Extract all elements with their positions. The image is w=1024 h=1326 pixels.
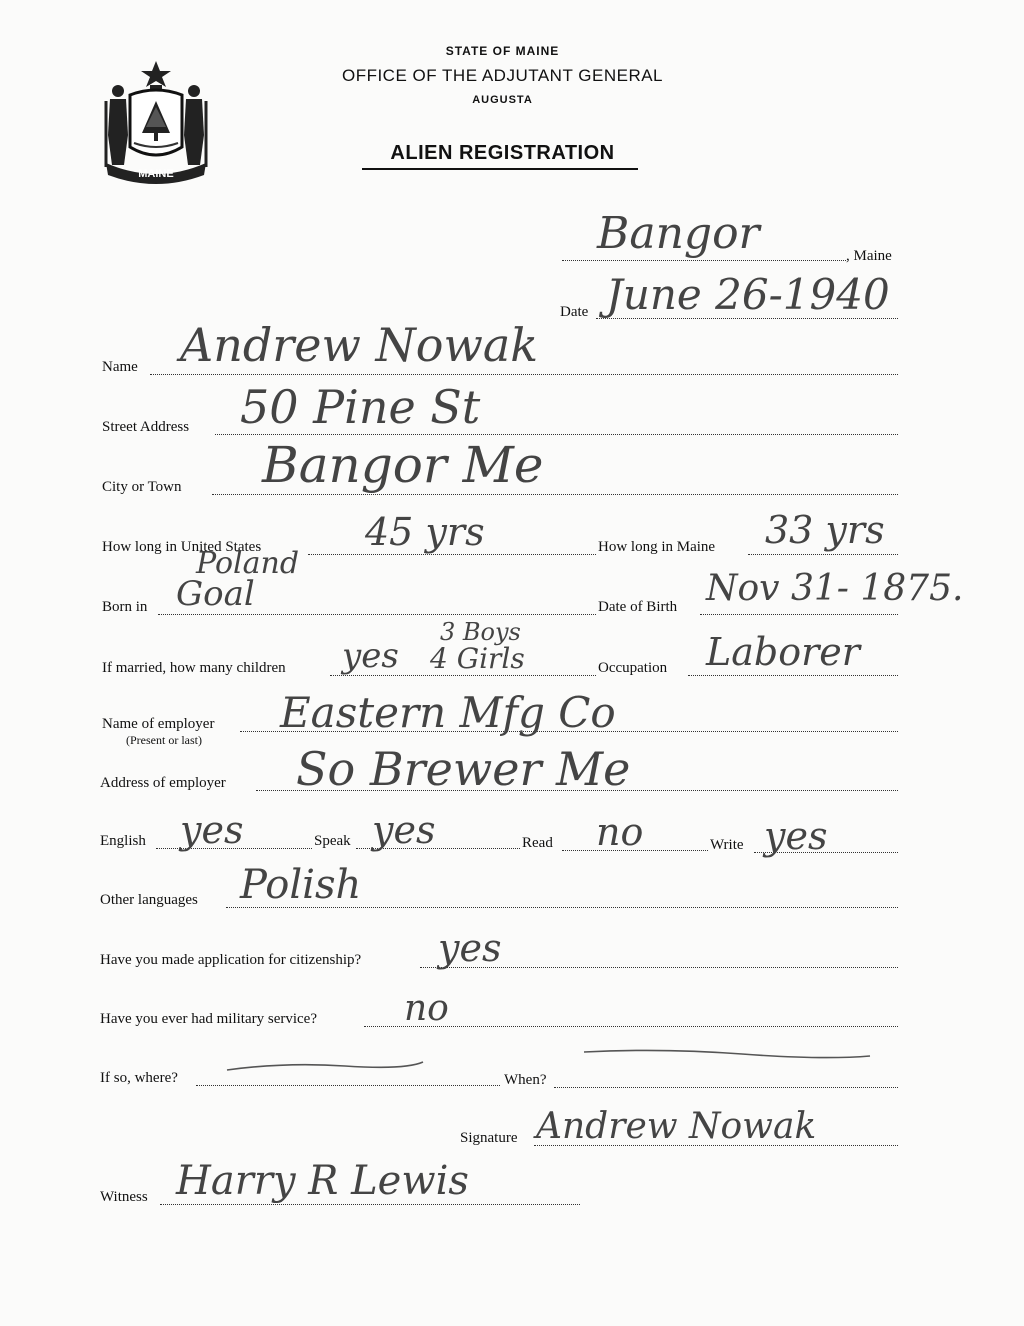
title-underline: [362, 168, 638, 170]
how-long-us-line: [308, 554, 596, 555]
date-label: Date: [560, 304, 589, 320]
when-dash-stroke: [582, 1044, 872, 1066]
english-value: yes: [180, 808, 244, 852]
employer-address-label: Address of employer: [100, 775, 226, 791]
svg-text:MAINE: MAINE: [138, 168, 174, 180]
how-long-us-label: How long in United States: [102, 539, 262, 555]
speak-label: Speak: [314, 833, 351, 849]
dob-value: Nov 31- 1875.: [706, 568, 964, 609]
occupation-label: Occupation: [598, 660, 668, 676]
signature-value: Andrew Nowak: [536, 1106, 817, 1147]
town-line: [562, 260, 846, 261]
name-label: Name: [102, 359, 138, 375]
how-long-maine-line: [748, 554, 898, 555]
dob-label: Date of Birth: [598, 599, 678, 615]
employer-sublabel: (Present or last): [126, 733, 202, 747]
when-label: When?: [504, 1072, 547, 1088]
town-value: Bangor: [597, 208, 760, 259]
name-value: Andrew Nowak: [180, 318, 539, 372]
citizenship-label: Have you made application for citizenship?: [100, 952, 362, 968]
military-value: no: [404, 988, 449, 1029]
header-city: AUGUSTA: [472, 94, 533, 106]
form-title: ALIEN REGISTRATION: [390, 142, 615, 164]
children-boys-value: 3 Boys: [440, 618, 521, 646]
how-long-us-value: 45 yrs: [365, 510, 485, 554]
other-languages-value: Polish: [240, 862, 362, 908]
married-label: If married, how many children: [102, 660, 286, 676]
speak-value: yes: [372, 808, 436, 852]
signature-label: Signature: [460, 1130, 518, 1146]
how-long-maine-label: How long in Maine: [598, 539, 716, 555]
born-in-label: Born in: [102, 599, 148, 615]
city-value: Bangor Me: [262, 436, 544, 494]
children-girls-value: 4 Girls: [430, 642, 525, 675]
occupation-line: [688, 675, 898, 676]
english-label: English: [100, 833, 146, 849]
where-dash-stroke: [225, 1056, 425, 1078]
read-value: no: [596, 810, 644, 854]
born-in-country-value: Poland: [196, 546, 300, 581]
employer-address-value: So Brewer Me: [296, 742, 631, 796]
write-label: Write: [710, 837, 744, 853]
witness-line: [160, 1204, 580, 1205]
city-line: [212, 494, 898, 495]
military-label: Have you ever had military service?: [100, 1011, 317, 1027]
read-label: Read: [522, 835, 553, 851]
witness-label: Witness: [100, 1189, 148, 1205]
date-value: June 26-1940: [606, 270, 890, 319]
where-line: [196, 1085, 500, 1086]
when-line: [554, 1087, 898, 1088]
state-of-maine-seal-icon: [100, 55, 212, 185]
citizenship-value: yes: [438, 926, 502, 970]
how-long-maine-value: 33 yrs: [765, 508, 885, 552]
born-in-line: [158, 614, 596, 615]
born-in-value: Goal: [176, 574, 255, 614]
header-state: STATE OF MAINE: [445, 44, 560, 58]
street-value: 50 Pine St: [240, 380, 481, 434]
employer-label: Name of employer: [102, 716, 215, 732]
where-label: If so, where?: [100, 1070, 178, 1086]
witness-value: Harry R Lewis: [176, 1158, 469, 1204]
employer-value: Eastern Mfg Co: [280, 688, 616, 737]
city-label: City or Town: [102, 479, 182, 495]
street-line: [215, 434, 898, 435]
occupation-value: Laborer: [706, 630, 860, 674]
header-office: OFFICE OF THE ADJUTANT GENERAL: [341, 66, 664, 85]
married-value: yes: [342, 636, 399, 676]
other-languages-label: Other languages: [100, 892, 198, 908]
maine-label: , Maine: [846, 248, 892, 264]
street-label: Street Address: [102, 419, 190, 435]
dob-line: [700, 614, 898, 615]
name-line: [150, 374, 898, 375]
write-value: yes: [764, 814, 828, 858]
